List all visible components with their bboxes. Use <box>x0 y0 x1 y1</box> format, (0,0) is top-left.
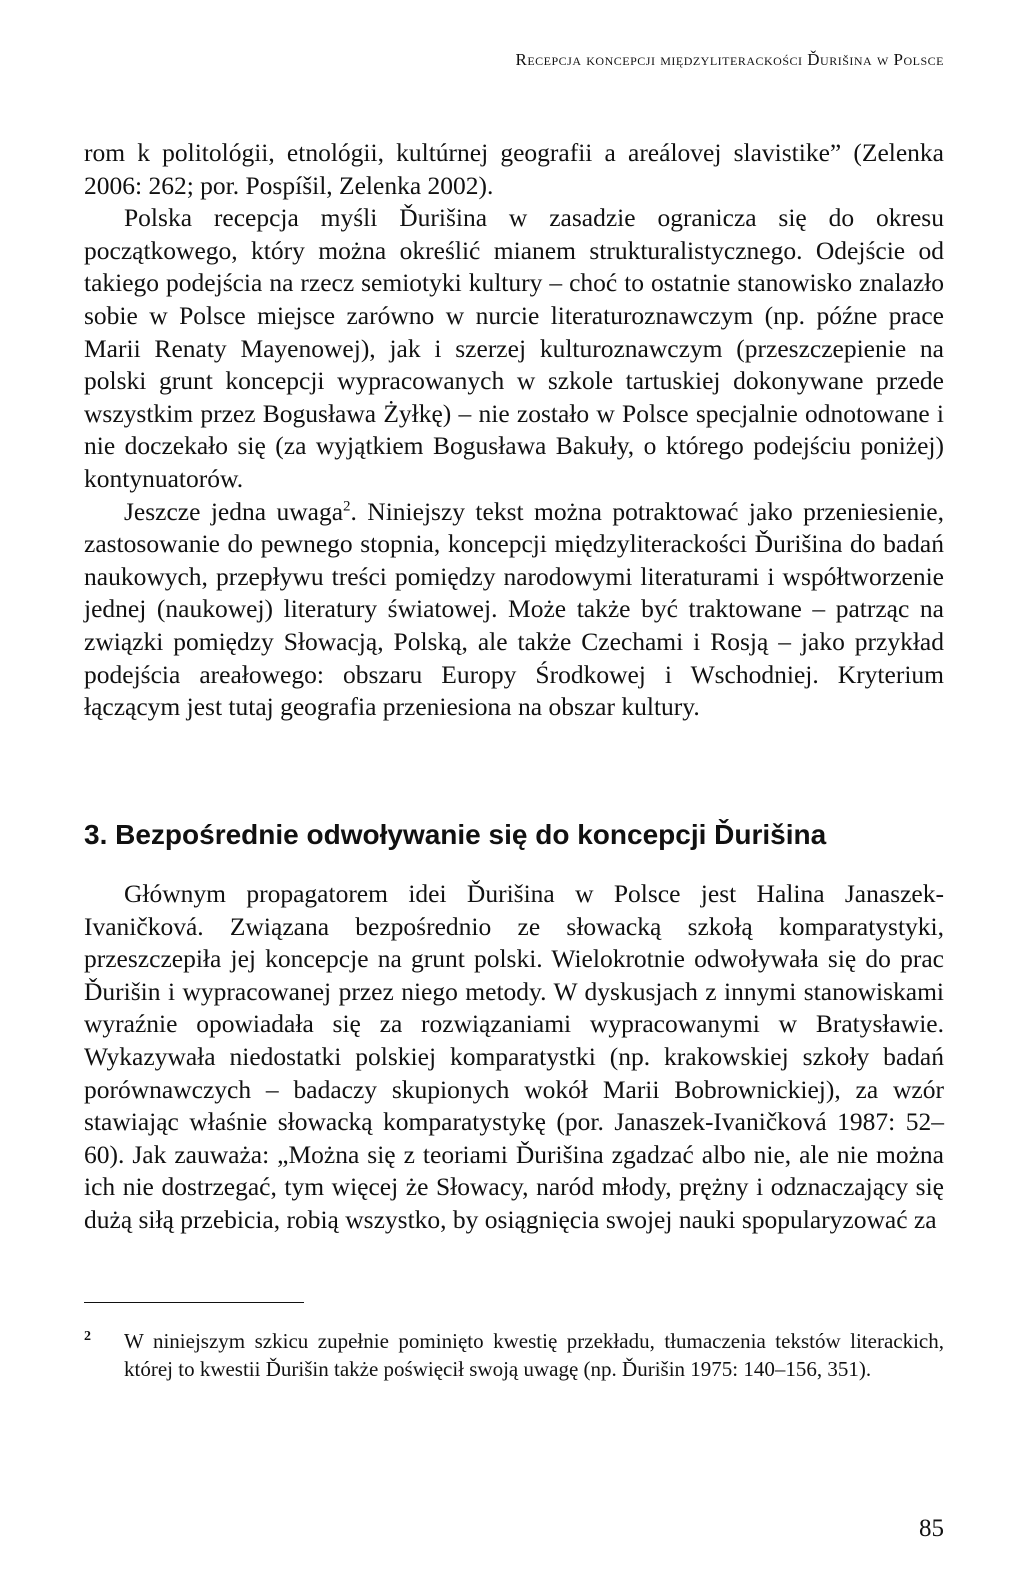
paragraph-polish-reception: Polska recepcja myśli Ďurišina w zasadzie ogranicza się do okresu początkowego, który można określić mianem strukturalistycznego. Odejście od takiego podejścia na rzecz semiotyki kultury – choć to ostatnie stanowisko znalazło sobie w Polsce miejsce zarówno w nurcie literaturoznawczym (np. późne prace Marii Renaty Mayenowej), jak i szerzej kulturoznawczym (przeszczepienie na polski grunt koncepcji wypracowanych w szkole tartuskiej dokonywane przede wszystkim przez Bogusława Żyłkę) – nie zostało w Polsce specjalnie odnotowane i nie doczekało się (za wyjątkiem Bogusława Bakuły, o którego podejściu poniżej) kontynuatorów. <box>84 203 944 493</box>
footnote-text: W niniejszym szkicu zupełnie pominięto kwestię przekładu, tłumaczenia tekstów literackich, której to kwestii Ďurišin także poświęcił swoją uwagę (np. Ďurišin 1975: 140–156, 351). <box>124 1329 944 1381</box>
paragraph-continued: rom k politológii, etnológii, kultúrnej geografii a areálovej slavistike” (Zelenka 2006: 262; por. Pospíšil, Zelenka 2002). <box>84 138 944 200</box>
section-heading: 3. Bezpośrednie odwoływanie się do koncepcji Ďurišina <box>84 819 827 850</box>
paragraph-main-propagator: Głównym propagatorem idei Ďurišina w Polsce jest Halina Janaszek-Ivaničková. Związana bezpośrednio ze słowacką szkołą komparatystyki, przeszczepiła jej koncepcje na grunt polski. Wielokrotnie odwoływała się do prac Ďurišin i wypracowanej przez niego metody. W dyskusjach z innymi stanowiskami wyraźnie opowiadała się za rozwiązaniami wypracowanymi w Bratysławie. Wykazywała niedostatki polskiej komparatystki (np. krakowskiej szkoły badań porównawczych – badaczy skupionych wokół Marii Bobrownickiej), za wzór stawiając właśnie słowacką komparatystykę (por. Janaszek-Ivaničková 1987: 52–60). Jak zauważa: „Można się z teoriami Ďurišina zgadzać albo nie, ale nie można ich nie dostrzegać, tym więcej że Słowacy, naród młody, prężny i odznaczający się dużą siłą przebicia, robią wszystko, by osiągnięcia swojej nauki spopularyzować za <box>84 879 944 1234</box>
body-text-block-2 <box>84 878 944 1237</box>
body-text-block-1 <box>84 137 944 724</box>
remark-text-start: Jeszcze jedna uwaga <box>124 496 344 526</box>
footnote-separator <box>84 1302 304 1303</box>
footnote-reference[interactable]: 2 <box>343 498 351 515</box>
footnote-marker: 2 <box>84 1329 91 1344</box>
footnote <box>84 1327 944 1383</box>
remark-text-end: . Niniejszy tekst można potraktować jako przeniesienie, zastosowanie do pewnego stopnia, koncepcji międzyliterackości Ďurišina do badań naukowych, przepływu treści pomiędzy narodowymi literaturami i współtworzenie jednej (naukowej) literatury światowej. Może także być traktowane – patrząc na związki pomiędzy Słowacją, Polską, ale także Czechami i Rosją – jako przykład podejścia areałowego: obszaru Europy Środkowej i Wschodniej. Kryterium łączącym jest tutaj geografia przeniesiona na obszar kultury. <box>84 496 944 722</box>
running-head: Recepcja koncepcji międzyliterackości Ďurišina w Polsce <box>515 50 944 69</box>
paragraph-remark <box>84 496 944 724</box>
page-number: 85 <box>919 1515 944 1542</box>
